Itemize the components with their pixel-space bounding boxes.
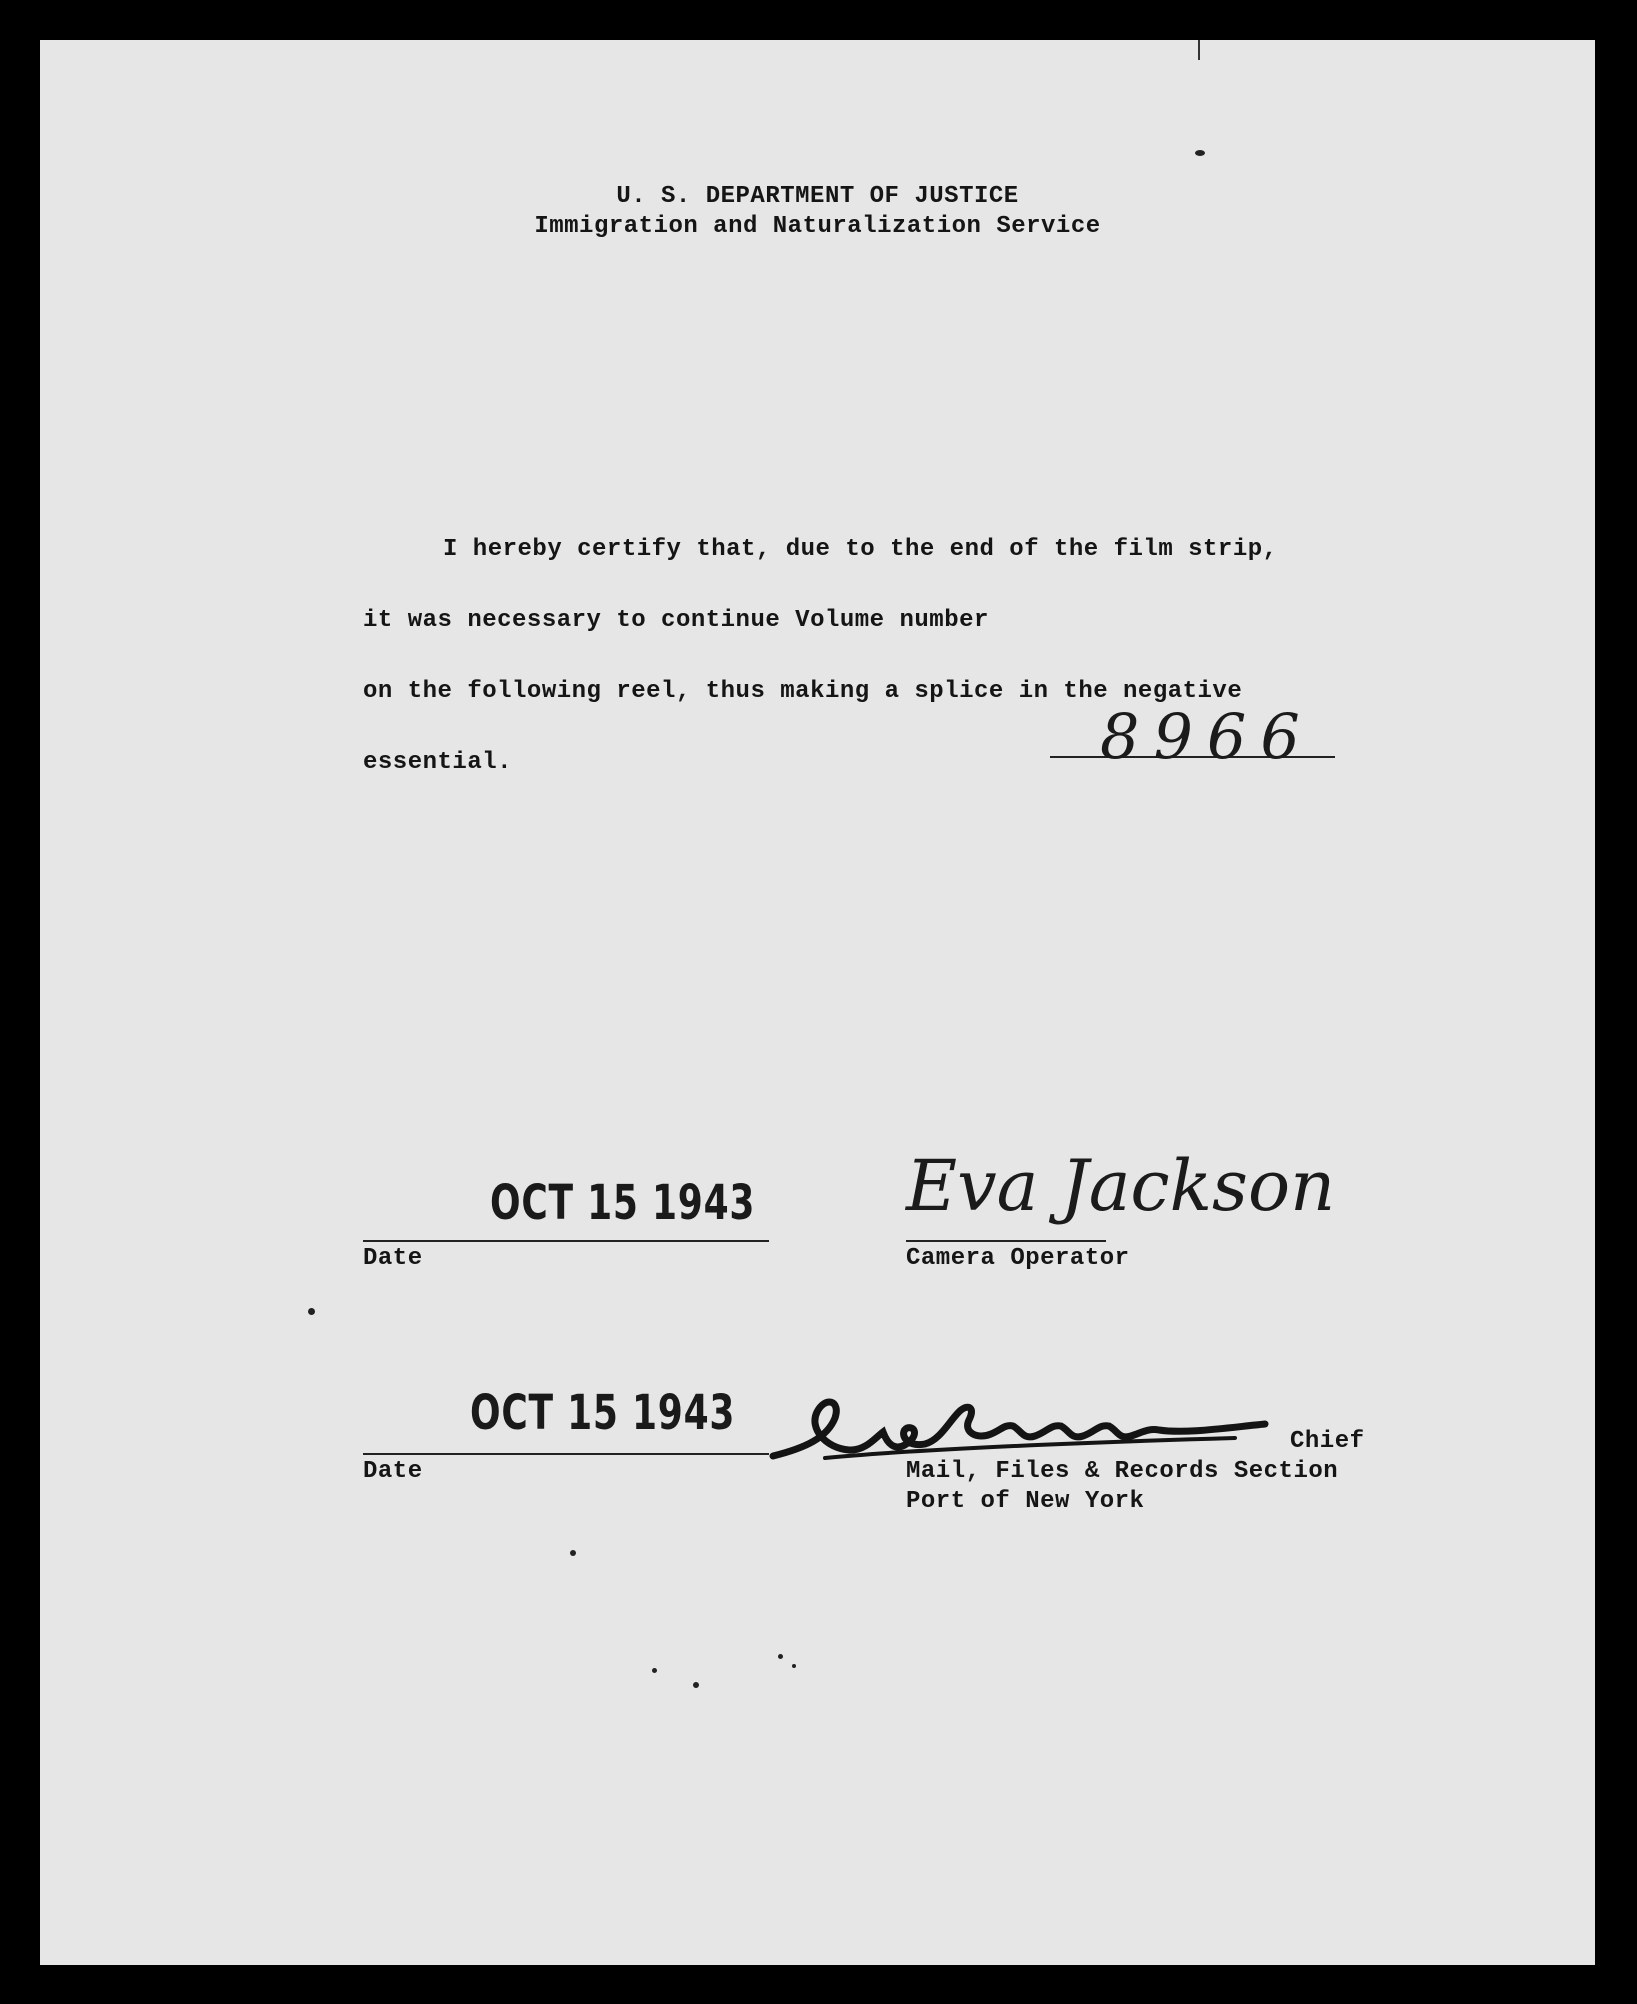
speck [693,1682,699,1688]
date-line-1 [363,1240,769,1242]
header-agency: U. S. DEPARTMENT OF JUSTICE [616,183,1019,210]
date-stamp-1: OCT 15 1943 [490,1175,756,1231]
speck [778,1654,783,1659]
speck [1195,150,1205,156]
chief-port: Port of New York [906,1488,1145,1515]
top-tick-mark [1198,40,1200,60]
speck [652,1668,657,1673]
speck [570,1550,576,1556]
chief-title: Chief [1290,1428,1365,1455]
camera-operator-label: Camera Operator [906,1245,1130,1272]
speck [792,1664,796,1668]
camera-operator-signature: Eva Jackson [906,1145,1336,1227]
speck [308,1308,315,1315]
date-stamp-2: OCT 15 1943 [470,1385,736,1441]
volume-number-handwritten: 8966 [1100,700,1314,773]
body-line-4: essential. [363,749,513,776]
chief-section: Mail, Files & Records Section [906,1458,1339,1485]
header-service: Immigration and Naturalization Service [534,213,1101,240]
signature-line-1 [906,1240,1106,1242]
body-line-2: it was necessary to continue Volume number [363,607,989,634]
body-line-3: on the following reel, thus making a splice in the negative [363,678,1243,705]
body-line-1: I hereby certify that, due to the end of the film strip, [443,536,1278,563]
date-label-2: Date [363,1458,423,1485]
date-line-2 [363,1453,769,1455]
document-page [40,40,1595,1965]
date-label-1: Date [363,1245,423,1272]
